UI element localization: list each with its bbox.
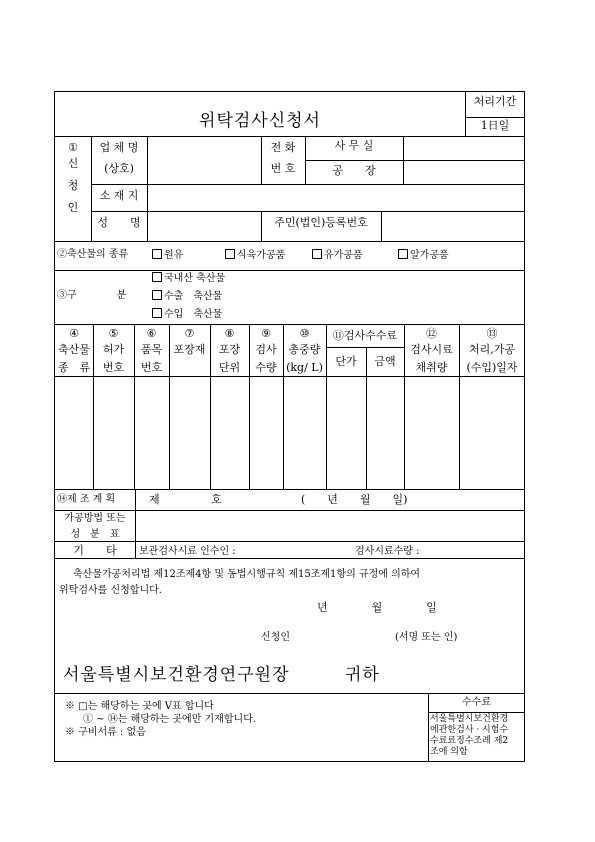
processing-period-label: 처리기간 (473, 95, 517, 108)
factory-label: 공 장 (332, 164, 376, 177)
applicant-label: 신청인 (261, 632, 290, 643)
col-pack-unit-header: 단위 (218, 361, 241, 374)
name-field[interactable] (148, 212, 261, 240)
processing-method-field[interactable] (136, 511, 524, 540)
divider (465, 117, 525, 118)
checkbox-egg-products[interactable]: 알가공품 (398, 249, 449, 262)
col-quantity-num: ⑨ (261, 327, 271, 340)
col-pack-unit-header: 포장 (218, 343, 241, 356)
col-item-header: 번호 (140, 361, 163, 374)
col-sample-header: 검사시료 (410, 343, 453, 356)
statement-line-1: 축산물가공처리법 제12조제4항 및 동법시행규칙 제15조제1항의 규정에 의하여 (73, 569, 421, 580)
checkbox-import[interactable]: 수입 축산물 (152, 308, 222, 321)
sample-quantity-label: 검사시료수량 : (355, 546, 420, 557)
registration-number-label: 주민(법인)등록번호 (274, 216, 368, 229)
company-name-sub-label: (상호) (104, 162, 134, 175)
phone-label: 전 화 (270, 141, 296, 154)
checkbox-icon (152, 272, 162, 282)
company-name-label: 업 체 명 (99, 141, 139, 154)
col-packaging-num: ⑦ (184, 327, 195, 340)
name-label: 성 명 (97, 216, 141, 229)
fee-text-line: 수료료징수조례 제2 (430, 736, 509, 746)
processing-method-label: 성 분 표 (70, 529, 120, 540)
office-phone-field[interactable] (404, 137, 524, 159)
checkbox-icon (152, 290, 162, 300)
note-numbered: ① ~ ⑭는 해당하는 곳에만 기재합니다. (83, 714, 257, 725)
applicant-section-char: 인 (67, 201, 79, 214)
checkbox-export[interactable]: 수출 축산물 (152, 290, 222, 303)
col-fee-header: ⑪검사수수료 (332, 329, 398, 342)
etc-label: 기 타 (73, 544, 117, 557)
statement-line-2: 위탁검사를 신청합니다. (59, 585, 162, 596)
fee-text-line: 에관한검사 · 시험수 (430, 725, 509, 735)
phone-label: 번 호 (270, 162, 296, 175)
col-date-header: 처리,가공 (468, 343, 515, 356)
col-weight-header: (kg/ L) (286, 361, 323, 374)
col-sample-header: 채취량 (415, 361, 448, 374)
applicant-section-number: ① (68, 141, 78, 154)
checkbox-icon (398, 249, 408, 259)
col-license-header: 허가 (102, 343, 125, 356)
fee-label: 수수료 (462, 697, 491, 708)
col-quantity-header: 수량 (255, 361, 277, 374)
checkbox-icon (312, 249, 322, 259)
col-item-header: 품목 (140, 343, 163, 356)
company-name-field[interactable] (148, 137, 261, 184)
col-fee-amount: 금액 (374, 355, 396, 368)
col-product-type-header: 종 류 (57, 361, 91, 374)
col-weight-header: 총중량 (288, 343, 321, 356)
factory-phone-field[interactable] (404, 161, 524, 183)
applicant-section-char: 청 (67, 179, 79, 192)
col-date-num: ⑬ (486, 327, 498, 340)
processing-period-value: 1日일 (480, 119, 510, 132)
checkbox-raw-milk[interactable]: 원유 (152, 249, 183, 262)
col-pack-unit-num: ⑧ (224, 327, 235, 340)
col-fee-unit-price: 단가 (335, 355, 357, 368)
checkbox-dairy-products[interactable]: 유가공품 (312, 249, 363, 262)
checkbox-icon (225, 249, 235, 259)
col-sample-num: ⑫ (426, 327, 437, 340)
statement-date: 년 월 일 (317, 601, 437, 614)
processing-method-label: 가공방법 또는 (64, 513, 126, 524)
col-product-type-header: 축산물 (58, 343, 90, 356)
manufacture-plan-label: ⑭제 조 계 획 (57, 494, 116, 505)
col-item-num: ⑥ (146, 327, 157, 340)
col-weight-num: ⑩ (299, 327, 310, 340)
checkbox-meat-products[interactable]: 식육가공품 (225, 249, 285, 262)
col-license-header: 번호 (102, 361, 125, 374)
recipient-org: 서울특별시보건환경연구원장 (63, 665, 290, 685)
col-date-header: (수입)일자 (466, 361, 518, 374)
address-field[interactable] (148, 185, 524, 211)
checkbox-domestic[interactable]: 국내산 축산물 (152, 272, 225, 285)
product-type-label: ②축산물의 종류 (57, 249, 129, 260)
checkbox-icon (152, 308, 162, 318)
manufacture-ho: 호 (211, 493, 222, 506)
note-documents: ※ 구비서류 : 없음 (65, 727, 146, 738)
applicant-section-char: 신 (67, 157, 79, 170)
manufacture-je: 제 (149, 493, 160, 506)
fee-text-line: 조에 의함 (430, 747, 468, 757)
col-packaging-header: 포장재 (173, 343, 206, 356)
col-quantity-header: 검사 (255, 343, 277, 356)
form-title: 위탁검사신청서 (199, 111, 321, 131)
manufacture-date: ( 년 월 일) (301, 493, 408, 506)
col-product-type-num: ④ (69, 327, 79, 340)
detail-table-body[interactable] (55, 377, 525, 488)
office-label: 사 무 실 (334, 139, 374, 152)
fee-text-line: 서울특별시보건환경 (430, 714, 509, 724)
address-label: 소 재 지 (99, 189, 139, 202)
checkbox-icon (152, 249, 162, 259)
signature-label: (서명 또는 인) (395, 632, 458, 643)
registration-number-field[interactable] (382, 212, 524, 240)
note-checkbox: ※ □는 해당하는 곳에 V표 합니다 (65, 701, 214, 712)
recipient-honorific: 귀하 (345, 665, 380, 685)
application-form (54, 91, 525, 762)
custody-label: 보관검사시료 인수인 : (139, 546, 236, 557)
col-license-num: ⑤ (108, 327, 119, 340)
division-label: ③구 분 (57, 290, 127, 301)
